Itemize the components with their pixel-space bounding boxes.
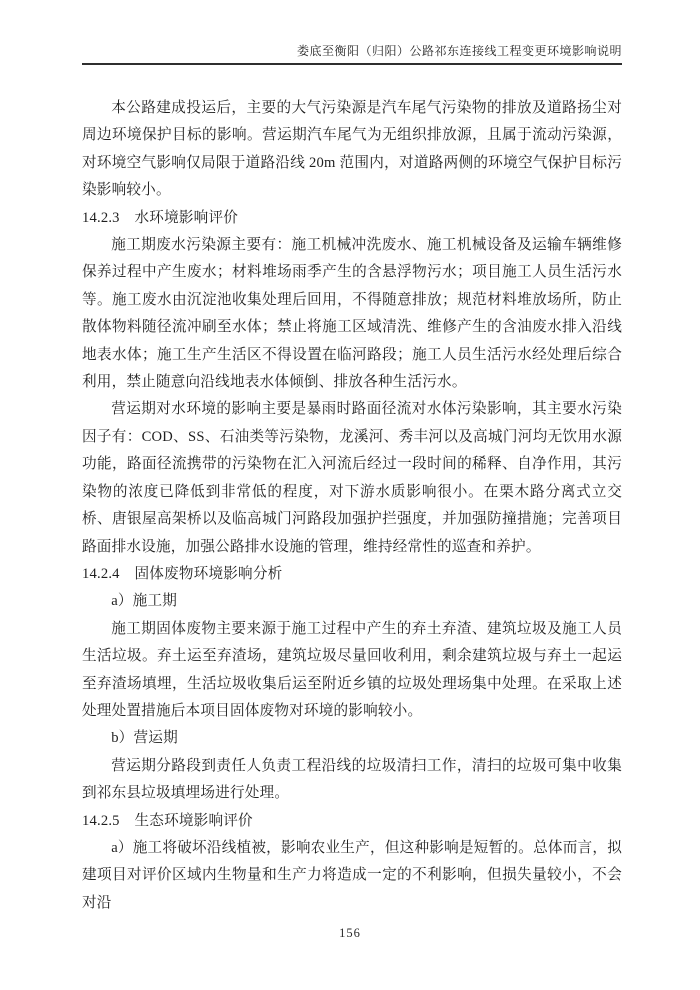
document-body <box>82 95 622 917</box>
section-heading-14-2-3-water-environment: 14.2.3 水环境影响评价 <box>82 209 239 226</box>
running-header-text: 娄底至衡阳（归阳）公路祁东连接线工程变更环境影响说明 <box>296 44 622 58</box>
paragraph-construction-wastewater: 施工期废水污染源主要有：施工机械冲洗废水、施工机械设备及运输车辆维修保养过程中产生废水；材料堆场雨季产生的含悬浮物污水；项目施工人员生活污水等。施工废水由沉淀池收集处理后回用，不得随意排放；规范材料堆放场所，防止散体物料随径流冲刷至水体；禁止将施工区域清洗、维修产生的含油废水排入沿线地表水体；施工生产生活区不得设置在临河路段；施工人员生活污水经处理后综合利用，禁止随意向沿线地表水体倾倒、排放各种生活污水。 <box>82 237 622 391</box>
section-heading-14-2-5-ecology: 14.2.5 生态环境影响评价 <box>82 812 253 829</box>
paragraph-ecology-impact: a）施工将破坏沿线植被，影响农业生产，但这种影响是短暂的。总体而言，拟建项目对评价区域内生物量和生产力将造成一定的不利影响，但损失量较小，不会对沿 <box>82 839 622 911</box>
paragraph-construction-solid-waste: 施工期固体废物主要来源于施工过程中产生的弃土弃渣、建筑垃圾及施工人员生活垃圾。弃土运至弃渣场，建筑垃圾尽量回收利用，剩余建筑垃圾与弃土一起运至弃渣场填埋，生活垃圾收集后运至附近乡镇的垃圾处理场集中处理。在采取上述处理处置措施后本项目固体废物对环境的影响较小。 <box>82 620 622 719</box>
subitem-a-construction-period: a）施工期 <box>111 593 178 610</box>
section-heading-14-2-4-solid-waste: 14.2.4 固体废物环境影响分析 <box>82 565 283 582</box>
subitem-b-operation-period: b）营运期 <box>111 730 178 747</box>
page-number: 156 <box>339 926 361 940</box>
paragraph-operation-garbage: 营运期分路段到责任人负责工程沿线的垃圾清扫工作，清扫的垃圾可集中收集到祁东县垃圾填埋场进行处理。 <box>82 757 622 802</box>
running-header <box>82 44 622 65</box>
paragraph-operation-water-impact: 营运期对水环境的影响主要是暴雨时路面径流对水体污染影响，其主要水污染因子有：COD、SS、石油类等污染物，龙溪河、秀丰河以及高城门河均无饮用水源功能，路面径流携带的污染物在汇入河流后经过一段时间的稀释、自净作用，其污染物的浓度已降低到非常低的程度，对下游水质影响很小。在栗木路分离式立交桥、唐银屋高架桥以及临高城门河路段加强护拦强度，并加强防撞措施；完善项目路面排水设施，加强公路排水设施的管理，维持经常性的巡查和养护。 <box>82 401 622 555</box>
page-content <box>82 44 622 917</box>
paragraph-air-pollution-impact: 本公路建成投运后，主要的大气污染源是汽车尾气污染物的排放及道路扬尘对周边环境保护目标的影响。营运期汽车尾气为无组织排放源，且属于流动污染源，对环境空气影响仅局限于道路沿线 20m 范围内，对道路两侧的环境空气保护目标污染影响较小。 <box>82 100 622 199</box>
